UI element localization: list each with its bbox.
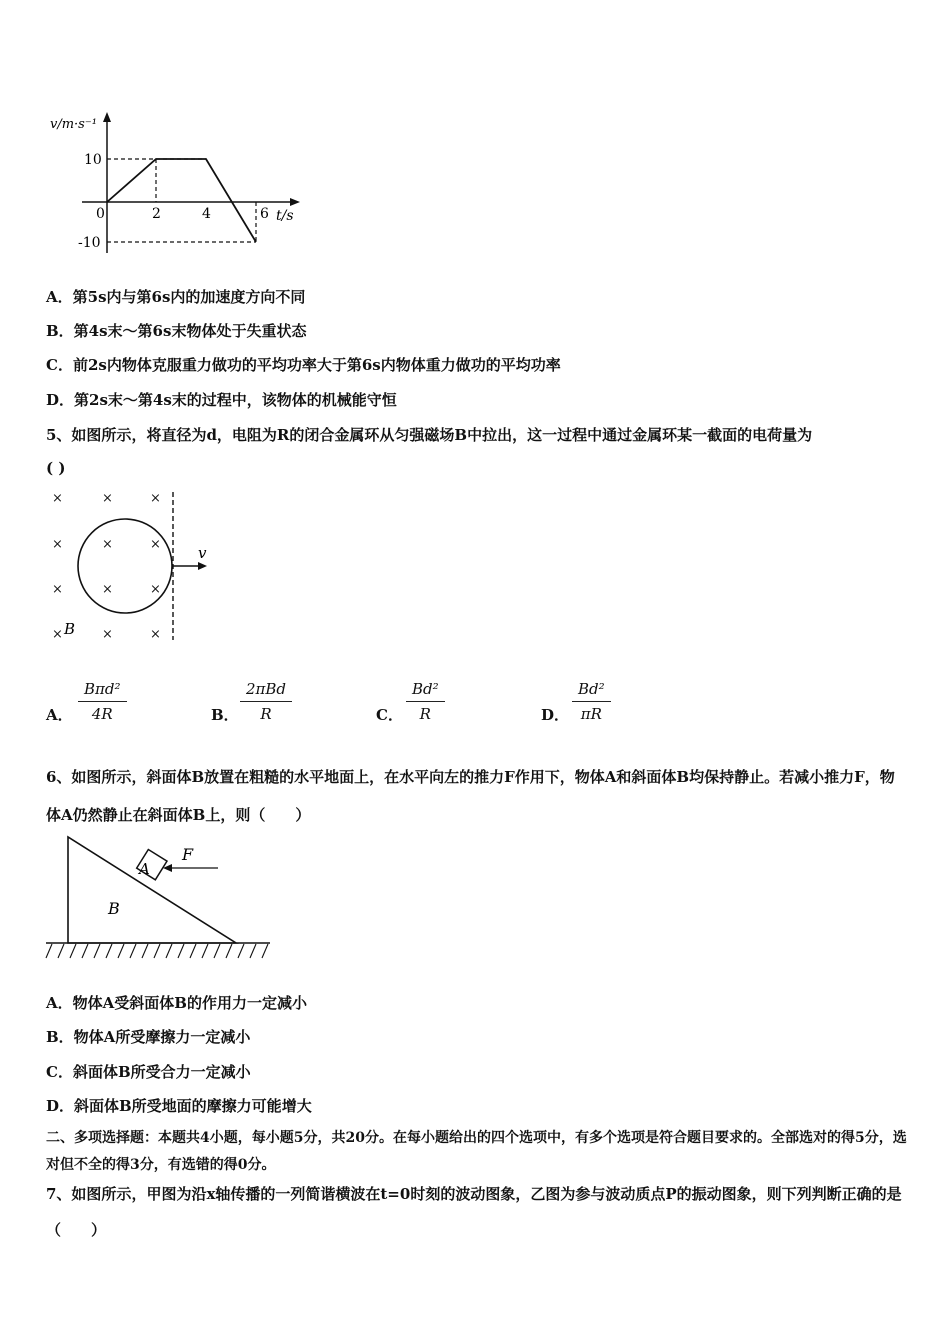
q5-a-den: 4R [91,705,113,723]
q5-d-den: πR [580,705,602,723]
svg-text:×: × [102,537,113,552]
q7-stem: 7、如图所示，甲图为沿x轴传播的一列简谐横波在t=0时刻的波动图象，乙图为参与波动质点P的振动图象，则下列判断正确的是（ ） [46,1185,902,1239]
q5-c-den: R [419,705,431,723]
q5-magnetic-field-figure [44,486,224,646]
x-axis-label: t/s [276,208,294,224]
q5-option-c-fraction [406,680,445,723]
q5-option-d-fraction [572,680,611,723]
q5-option-a-fraction [78,680,127,723]
q6-option-a: A．物体A受斜面体B的作用力一定减小 [46,994,307,1012]
q5-option-b-label: B． [211,706,239,724]
y-axis-arrow [103,112,111,122]
q5-option-d-label: D． [541,706,570,724]
svg-text:×: × [52,627,63,642]
block-a-label: A [139,860,150,878]
q5-option-a-label: A． [46,706,73,724]
svg-text:×: × [52,537,63,552]
q5-b-num: 2πBd [240,680,292,702]
q4-option-a: A．第5s内与第6s内的加速度方向不同 [46,288,306,306]
svg-text:×: × [52,491,63,506]
q4-option-d: D．第2s末～第4s末的过程中，该物体的机械能守恒 [46,391,397,409]
svg-text:×: × [150,627,161,642]
velocity-label: v [198,544,207,562]
q5-option-c-label: C． [376,706,403,724]
tick-x-4: 4 [202,206,211,222]
q6-option-d: D．斜面体B所受地面的摩擦力可能增大 [46,1097,312,1115]
y-axis-label: v/m·s⁻¹ [50,117,97,132]
q6-option-c: C．斜面体B所受合力一定减小 [46,1063,251,1081]
svg-text:×: × [102,627,113,642]
velocity-line [107,159,256,242]
q4-option-b: B．第4s末～第6s末物体处于失重状态 [46,322,307,340]
section-2-header: 二、多项选择题：本题共4小题，每小题5分，共20分。在每小题给出的四个选项中，有多个选项是符合题目要求的。全部选对的得5分，选对但不全的得3分，有选错的得0分。 [46,1130,907,1173]
q5-option-b-fraction [240,680,292,723]
tick-y-pos: 10 [84,152,102,168]
q5-a-num: Bπd² [78,680,127,702]
field-label-b: B [64,620,76,638]
svg-text:×: × [52,582,63,597]
tick-x-2: 2 [152,206,161,222]
tick-x-6: 6 [260,206,269,222]
q6-option-b: B．物体A所受摩擦力一定减小 [46,1028,251,1046]
q5-c-num: Bd² [406,680,445,702]
tick-y-neg: -10 [78,235,101,251]
q6-stem: 6、如图所示，斜面体B放置在粗糙的水平地面上，在水平向左的推力F作用下，物体A和斜面体B均保持静止。若减小推力F，物体A仍然静止在斜面体B上，则（ ） [46,768,895,824]
q5-stem: 5、如图所示，将直径为d，电阻为R的闭合金属环从匀强磁场B中拉出，这一过程中通过金属环某一截面的电荷量为 [46,426,813,444]
svg-text:×: × [102,491,113,506]
metal-ring [78,519,172,613]
x-axis-arrow [290,198,300,206]
q5-paren: ( ) [46,459,66,477]
q4-vt-graph [44,108,314,258]
svg-text:×: × [150,537,161,552]
svg-text:×: × [102,582,113,597]
q5-b-den: R [260,705,272,723]
q4-option-c: C．前2s内物体克服重力做功的平均功率大于第6s内物体重力做功的平均功率 [46,356,561,374]
force-label: F [182,845,194,864]
svg-text:×: × [150,491,161,506]
incline-b-label: B [108,899,120,918]
q6-incline-figure [44,832,274,964]
q5-d-num: Bd² [572,680,611,702]
svg-text:×: × [150,582,161,597]
tick-x-0: 0 [96,206,105,222]
